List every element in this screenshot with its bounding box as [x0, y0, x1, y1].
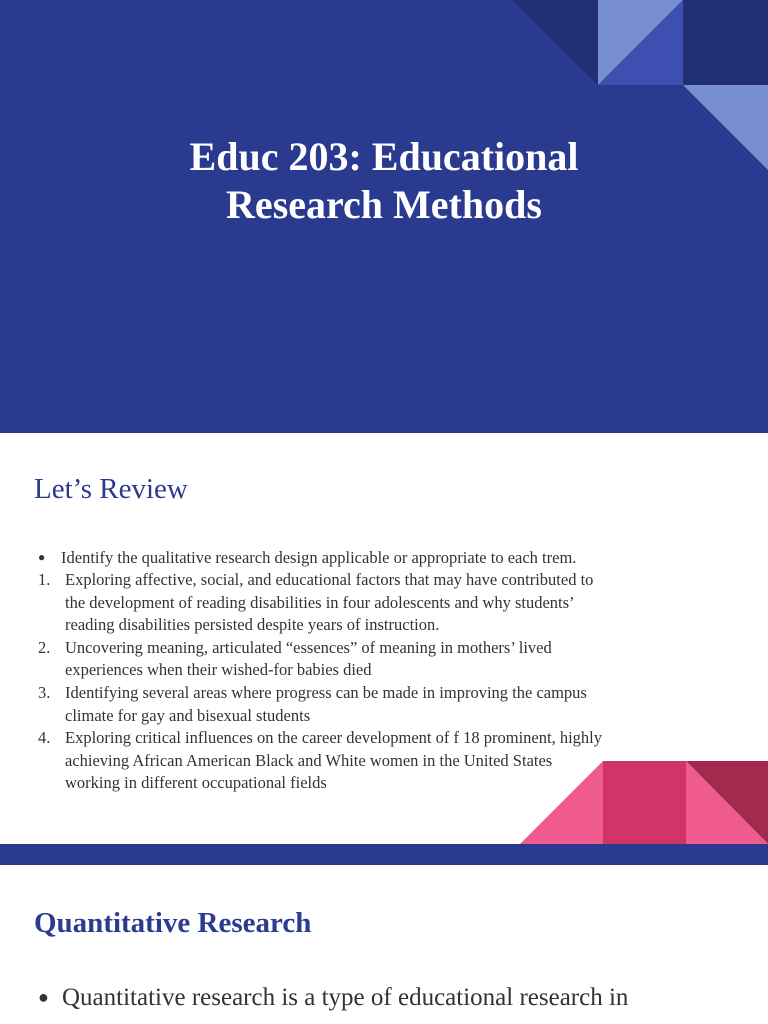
- quantitative-heading: Quantitative Research: [34, 907, 312, 939]
- list-item-line: Identifying several areas where progress can be made in improving the campus: [65, 682, 587, 702]
- list-item-line: working in different occupational fields: [65, 773, 327, 793]
- quantitative-body: [38, 981, 758, 1014]
- title-slide: [0, 0, 768, 433]
- slide-title-line-1: Educ 203: Educational: [189, 134, 579, 179]
- review-intro-text: Identify the qualitative research design applicable or appropriate to each trem.: [61, 548, 577, 567]
- list-item: [38, 569, 738, 637]
- bullet-dot: ●: [38, 550, 46, 564]
- quantitative-slide: [0, 865, 768, 1024]
- list-item-line: reading disabilities persisted despite years of instruction.: [65, 615, 440, 635]
- quantitative-body-text: Quantitative research is a type of educational research in: [62, 984, 629, 1011]
- list-item-line: achieving African American Black and White women in the United States: [65, 750, 553, 770]
- list-item-line: climate for gay and bisexual students: [65, 705, 311, 725]
- list-item-number: 3.: [38, 682, 51, 702]
- slide-title-line-2: Research Methods: [226, 182, 542, 227]
- list-item-line: Uncovering meaning, articulated “essences” of meaning in mothers’ lived: [65, 637, 552, 657]
- review-slide: [0, 433, 768, 844]
- list-item-number: 2.: [38, 637, 51, 657]
- list-item: [38, 682, 738, 727]
- review-intro: [38, 546, 748, 569]
- slide-divider: [0, 844, 768, 865]
- corner-dark-block: [683, 0, 768, 85]
- list-item-line: the development of reading disabilities in four adolescents and why students’: [65, 592, 575, 612]
- corner-dark-triangle: [512, 0, 598, 85]
- list-item-line: experiences when their wished-for babies died: [65, 660, 372, 680]
- bullet-dot: ●: [38, 987, 49, 1007]
- list-item: [38, 727, 738, 795]
- review-heading: Let’s Review: [34, 473, 188, 505]
- list-item-number: 4.: [38, 728, 51, 748]
- slide-title: [0, 133, 768, 229]
- list-item-line: Exploring affective, social, and educational factors that may have contributed to: [65, 570, 594, 589]
- list-item-number: 1.: [38, 570, 51, 589]
- review-list: [38, 569, 738, 795]
- list-item: [38, 637, 738, 682]
- list-item-line: Exploring critical influences on the career development of f 18 prominent, highly: [65, 728, 602, 748]
